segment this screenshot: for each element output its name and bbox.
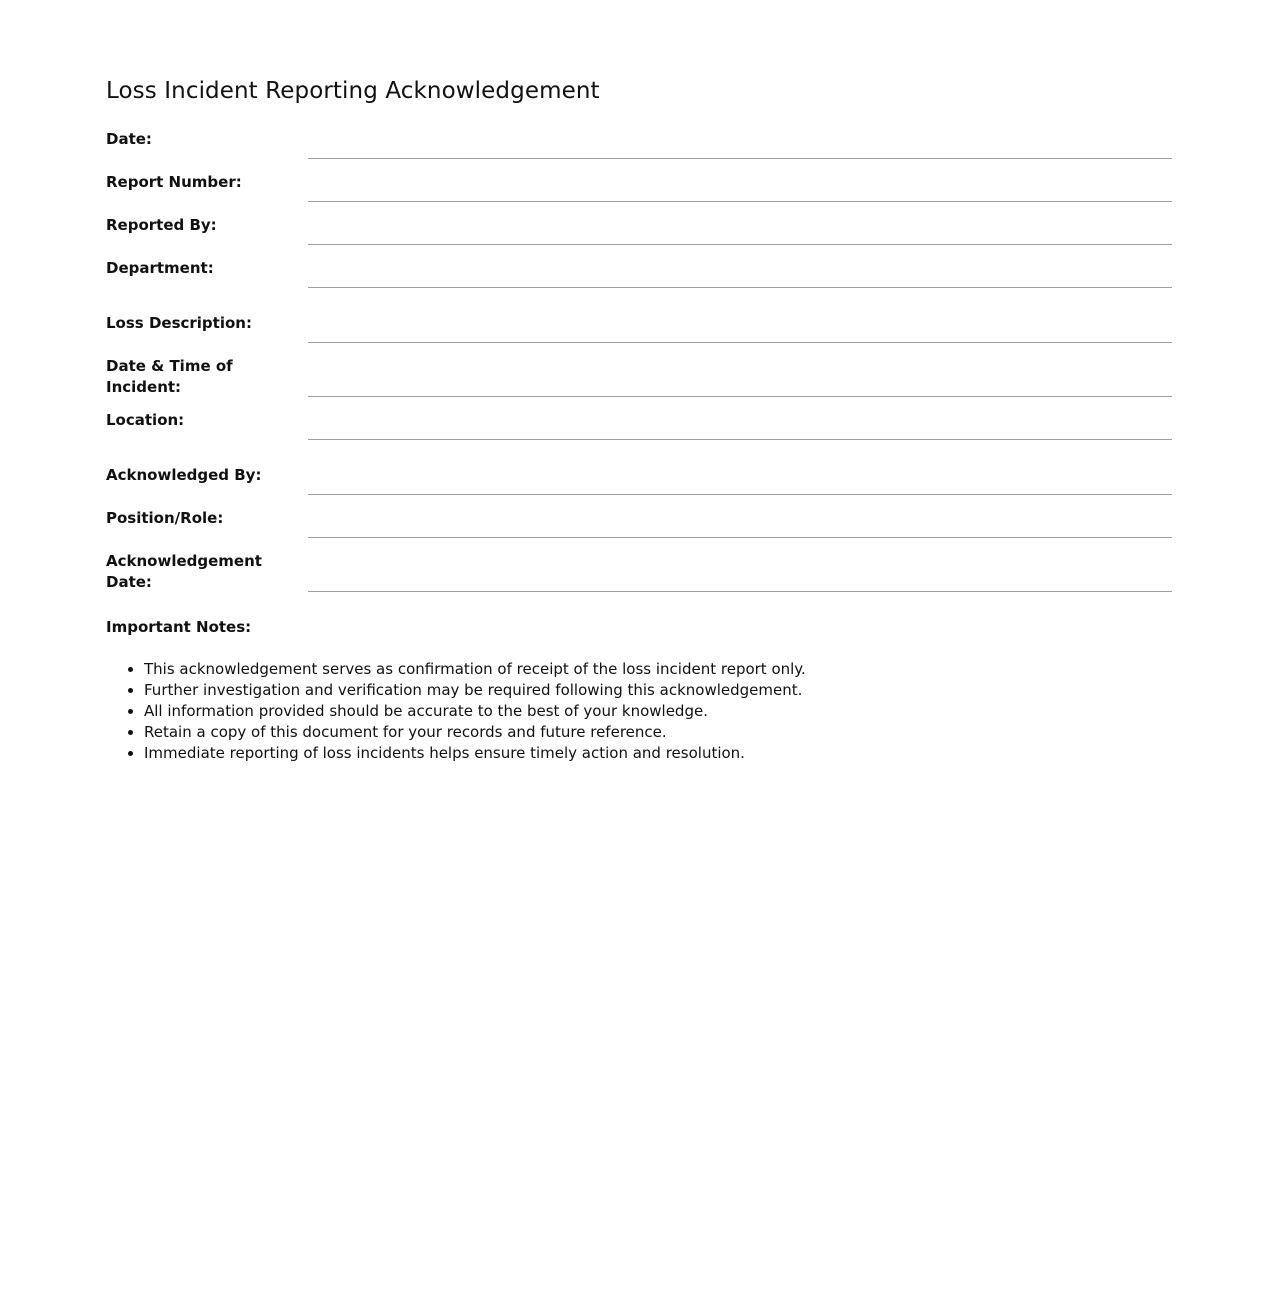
field-line-incident-datetime[interactable] [308, 396, 1172, 397]
field-line-acknowledgement-date[interactable] [308, 591, 1172, 592]
field-label-incident-datetime: Date & Time of Incident: [106, 357, 233, 396]
notes-list [106, 659, 806, 764]
field-line-date[interactable] [308, 158, 1172, 159]
list-item: • Retain a copy of this document for your records and future reference. [144, 722, 806, 743]
field-label-acknowledgement-date: Acknowledgement Date: [106, 552, 262, 591]
field-line-loss-description[interactable] [308, 342, 1172, 343]
field-line-report-number[interactable] [308, 201, 1172, 202]
field-label-report-number: Report Number: [106, 173, 242, 191]
list-item: • Immediate reporting of loss incidents helps ensure timely action and resolution. [144, 743, 806, 764]
field-line-location[interactable] [308, 439, 1172, 440]
list-item: • Further investigation and verification may be required following this acknowledgement. [144, 680, 806, 701]
page-title: Loss Incident Reporting Acknowledgement [106, 78, 600, 104]
field-line-acknowledged-by[interactable] [308, 494, 1172, 495]
field-label-loss-description: Loss Description: [106, 314, 252, 332]
field-label-acknowledged-by: Acknowledged By: [106, 466, 262, 484]
field-label-date: Date: [106, 130, 152, 148]
list-item: • All information provided should be accurate to the best of your knowledge. [144, 701, 806, 722]
field-label-location: Location: [106, 411, 185, 429]
field-line-department[interactable] [308, 287, 1172, 288]
field-line-reported-by[interactable] [308, 244, 1172, 245]
field-line-position-role[interactable] [308, 537, 1172, 538]
field-label-reported-by: Reported By: [106, 216, 217, 234]
list-item: • This acknowledgement serves as confirmation of receipt of the loss incident report only. [144, 659, 806, 680]
field-label-position-role: Position/Role: [106, 509, 224, 527]
notes-heading: Important Notes: [106, 618, 252, 636]
field-label-department: Department: [106, 259, 214, 277]
